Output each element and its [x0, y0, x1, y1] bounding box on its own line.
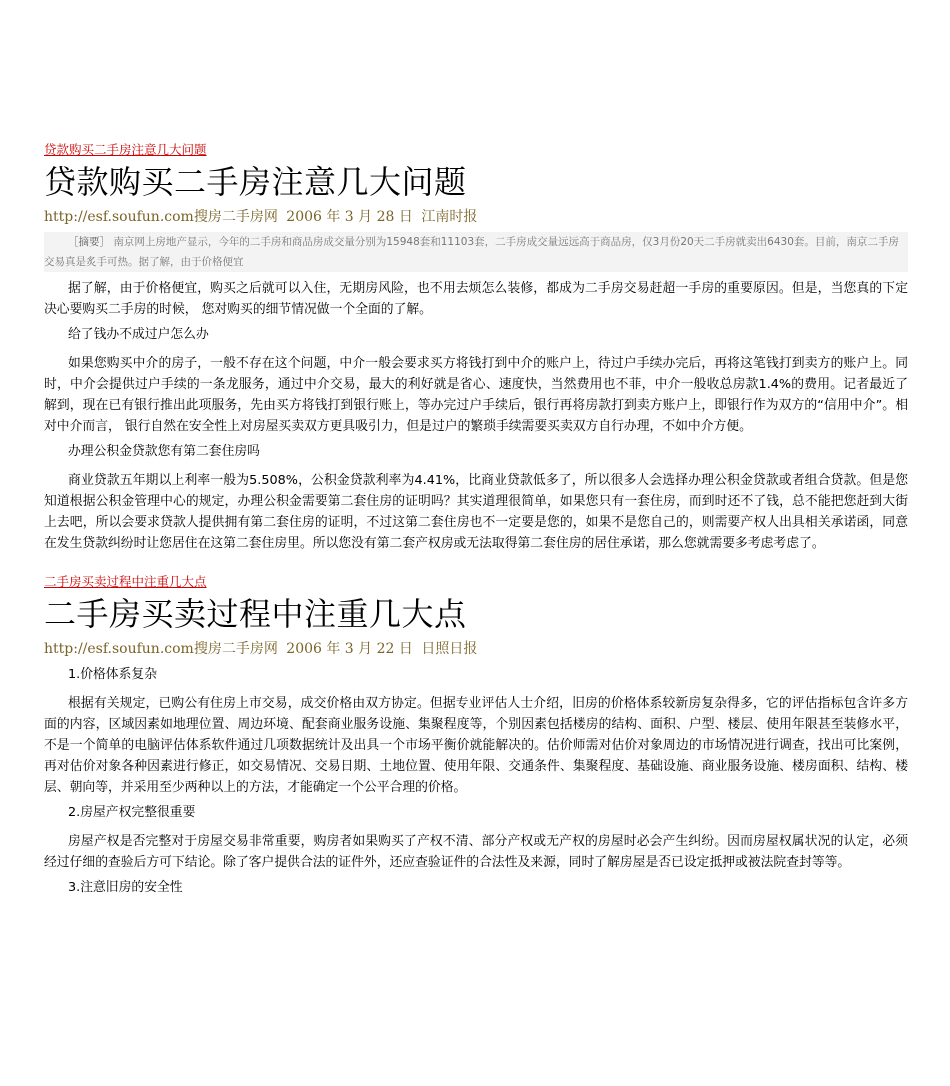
paragraph: 商业贷款五年期以上利率一般为5.508%，公积金贷款利率为4.41%，比商业贷款低多了，所以很多人会选择办理公积金贷款或者组合贷款。但是您知道根据公积金管理中心的规定，办理公积金需要第二套住房的证明吗？其实道理很简单，如果您只有一套住房，而到时还不了钱，总不能把您赶到大街上去吧，所以会要求贷款人提供拥有第二套住房的证明，不过这第二套住房也不一定要是您的，如果不是您自己的，则需要产权人出具相关承诺函，同意在发生贷款纠纷时让您居住在这第二套住房里。所以您没有第二套产权房或无法取得第二套住房的居住承诺，那么您就需要多考虑考虑了。: [44, 473, 908, 551]
article-loan-secondhand: [44, 140, 908, 554]
article-summary: [44, 232, 908, 272]
document-page: [44, 140, 908, 906]
source-paper: 江南时报: [421, 209, 478, 225]
article-source: [44, 206, 908, 228]
section-heading: 2.房屋产权完整很重要: [68, 805, 196, 820]
paragraph: 据了解，由于价格便宜，购买之后就可以入住，无期房风险，也不用去烦怎么装修，都成为二手房交易赶超一手房的重要原因。但是，当您真的下定决心要购买二手房的时候， 您对购买的细节情况做一个全面的了解。: [44, 281, 908, 317]
source-site: 搜房二手房网: [193, 209, 278, 225]
section-heading: 1.价格体系复杂: [68, 667, 157, 682]
source-paper: 日照日报: [421, 641, 478, 657]
source-date: 2006 年 3 月 22 日: [286, 641, 413, 657]
section-heading: 给了钱办不成过户怎么办: [68, 327, 209, 342]
source-url: http://esf.soufun.com: [44, 209, 194, 225]
summary-label: ［摘要］: [68, 236, 110, 248]
article-secondhand-trading: [44, 572, 908, 898]
article-link[interactable]: 贷款购买二手房注意几大问题: [44, 142, 207, 157]
article-headline: 二手房买卖过程中注重几大点: [44, 595, 467, 633]
section-heading: 办理公积金贷款您有第二套住房吗: [68, 444, 260, 459]
source-site: 搜房二手房网: [193, 641, 278, 657]
summary-text: 南京网上房地产显示，今年的二手房和商品房成交量分别为15948套和11103套，二手房成交量远远高于商品房，仅3月份20天二手房就卖出6430套。目前，南京二手房交易真是炙手可热。据了解，由于价格便宜: [44, 236, 899, 268]
article-source: [44, 638, 908, 660]
source-date: 2006 年 3 月 28 日: [286, 209, 413, 225]
paragraph: 根据有关规定，已购公有住房上市交易，成交价格由双方协定。但据专业评估人士介绍，旧房的价格体系较新房复杂得多，它的评估指标包含许多方面的内容，区域因素如地理位置、周边环境、配套商业服务设施、集聚程度等，个别因素包括楼房的结构、面积、户型、楼层、使用年限甚至装修水平，不是一个简单的电脑评估体系软件通过几项数据统计及出具一个市场平衡价就能解决的。估价师需对估价对象周边的市场情况进行调查，找出可比案例，再对估价对象各种因素进行修正，如交易情况、交易日期、土地位置、使用年限、交通条件、集聚程度、基础设施、商业服务设施、楼房面积、结构、楼层、朝向等，并采用至少两种以上的方法，才能确定一个公平合理的价格。: [44, 696, 908, 795]
article-headline: 贷款购买二手房注意几大问题: [44, 163, 467, 201]
source-url: http://esf.soufun.com: [44, 641, 194, 657]
paragraph: 房屋产权是否完整对于房屋交易非常重要，购房者如果购买了产权不清、部分产权或无产权的房屋时必会产生纠纷。因而房屋权属状况的认定，必须经过仔细的查验后方可下结论。除了客户提供合法的证件外，还应查验证件的合法性及来源，同时了解房屋是否已设定抵押或被法院查封等等。: [44, 834, 908, 870]
section-heading: 3.注意旧房的安全性: [68, 880, 183, 895]
article-link[interactable]: 二手房买卖过程中注重几大点: [44, 574, 207, 589]
paragraph: 如果您购买中介的房子，一般不存在这个问题，中介一般会要求买方将钱打到中介的账户上，待过户手续办完后，再将这笔钱打到卖方的账户上。同时，中介会提供过户手续的一条龙服务，通过中介交易，最大的利好就是省心、速度快，当然费用也不菲，中介一般收总房款1.4%的费用。记者最近了解到，现在已有银行推出此项服务，先由买方将钱打到银行账上，等办完过户手续后，银行再将房款打到卖方账户上，即银行作为双方的“信用中介”。相对中介而言， 银行自然在安全性上对房屋买卖双方更具吸引力，但是过户的繁琐手续需要买卖双方自行办理，不如中介方便。: [44, 356, 908, 434]
